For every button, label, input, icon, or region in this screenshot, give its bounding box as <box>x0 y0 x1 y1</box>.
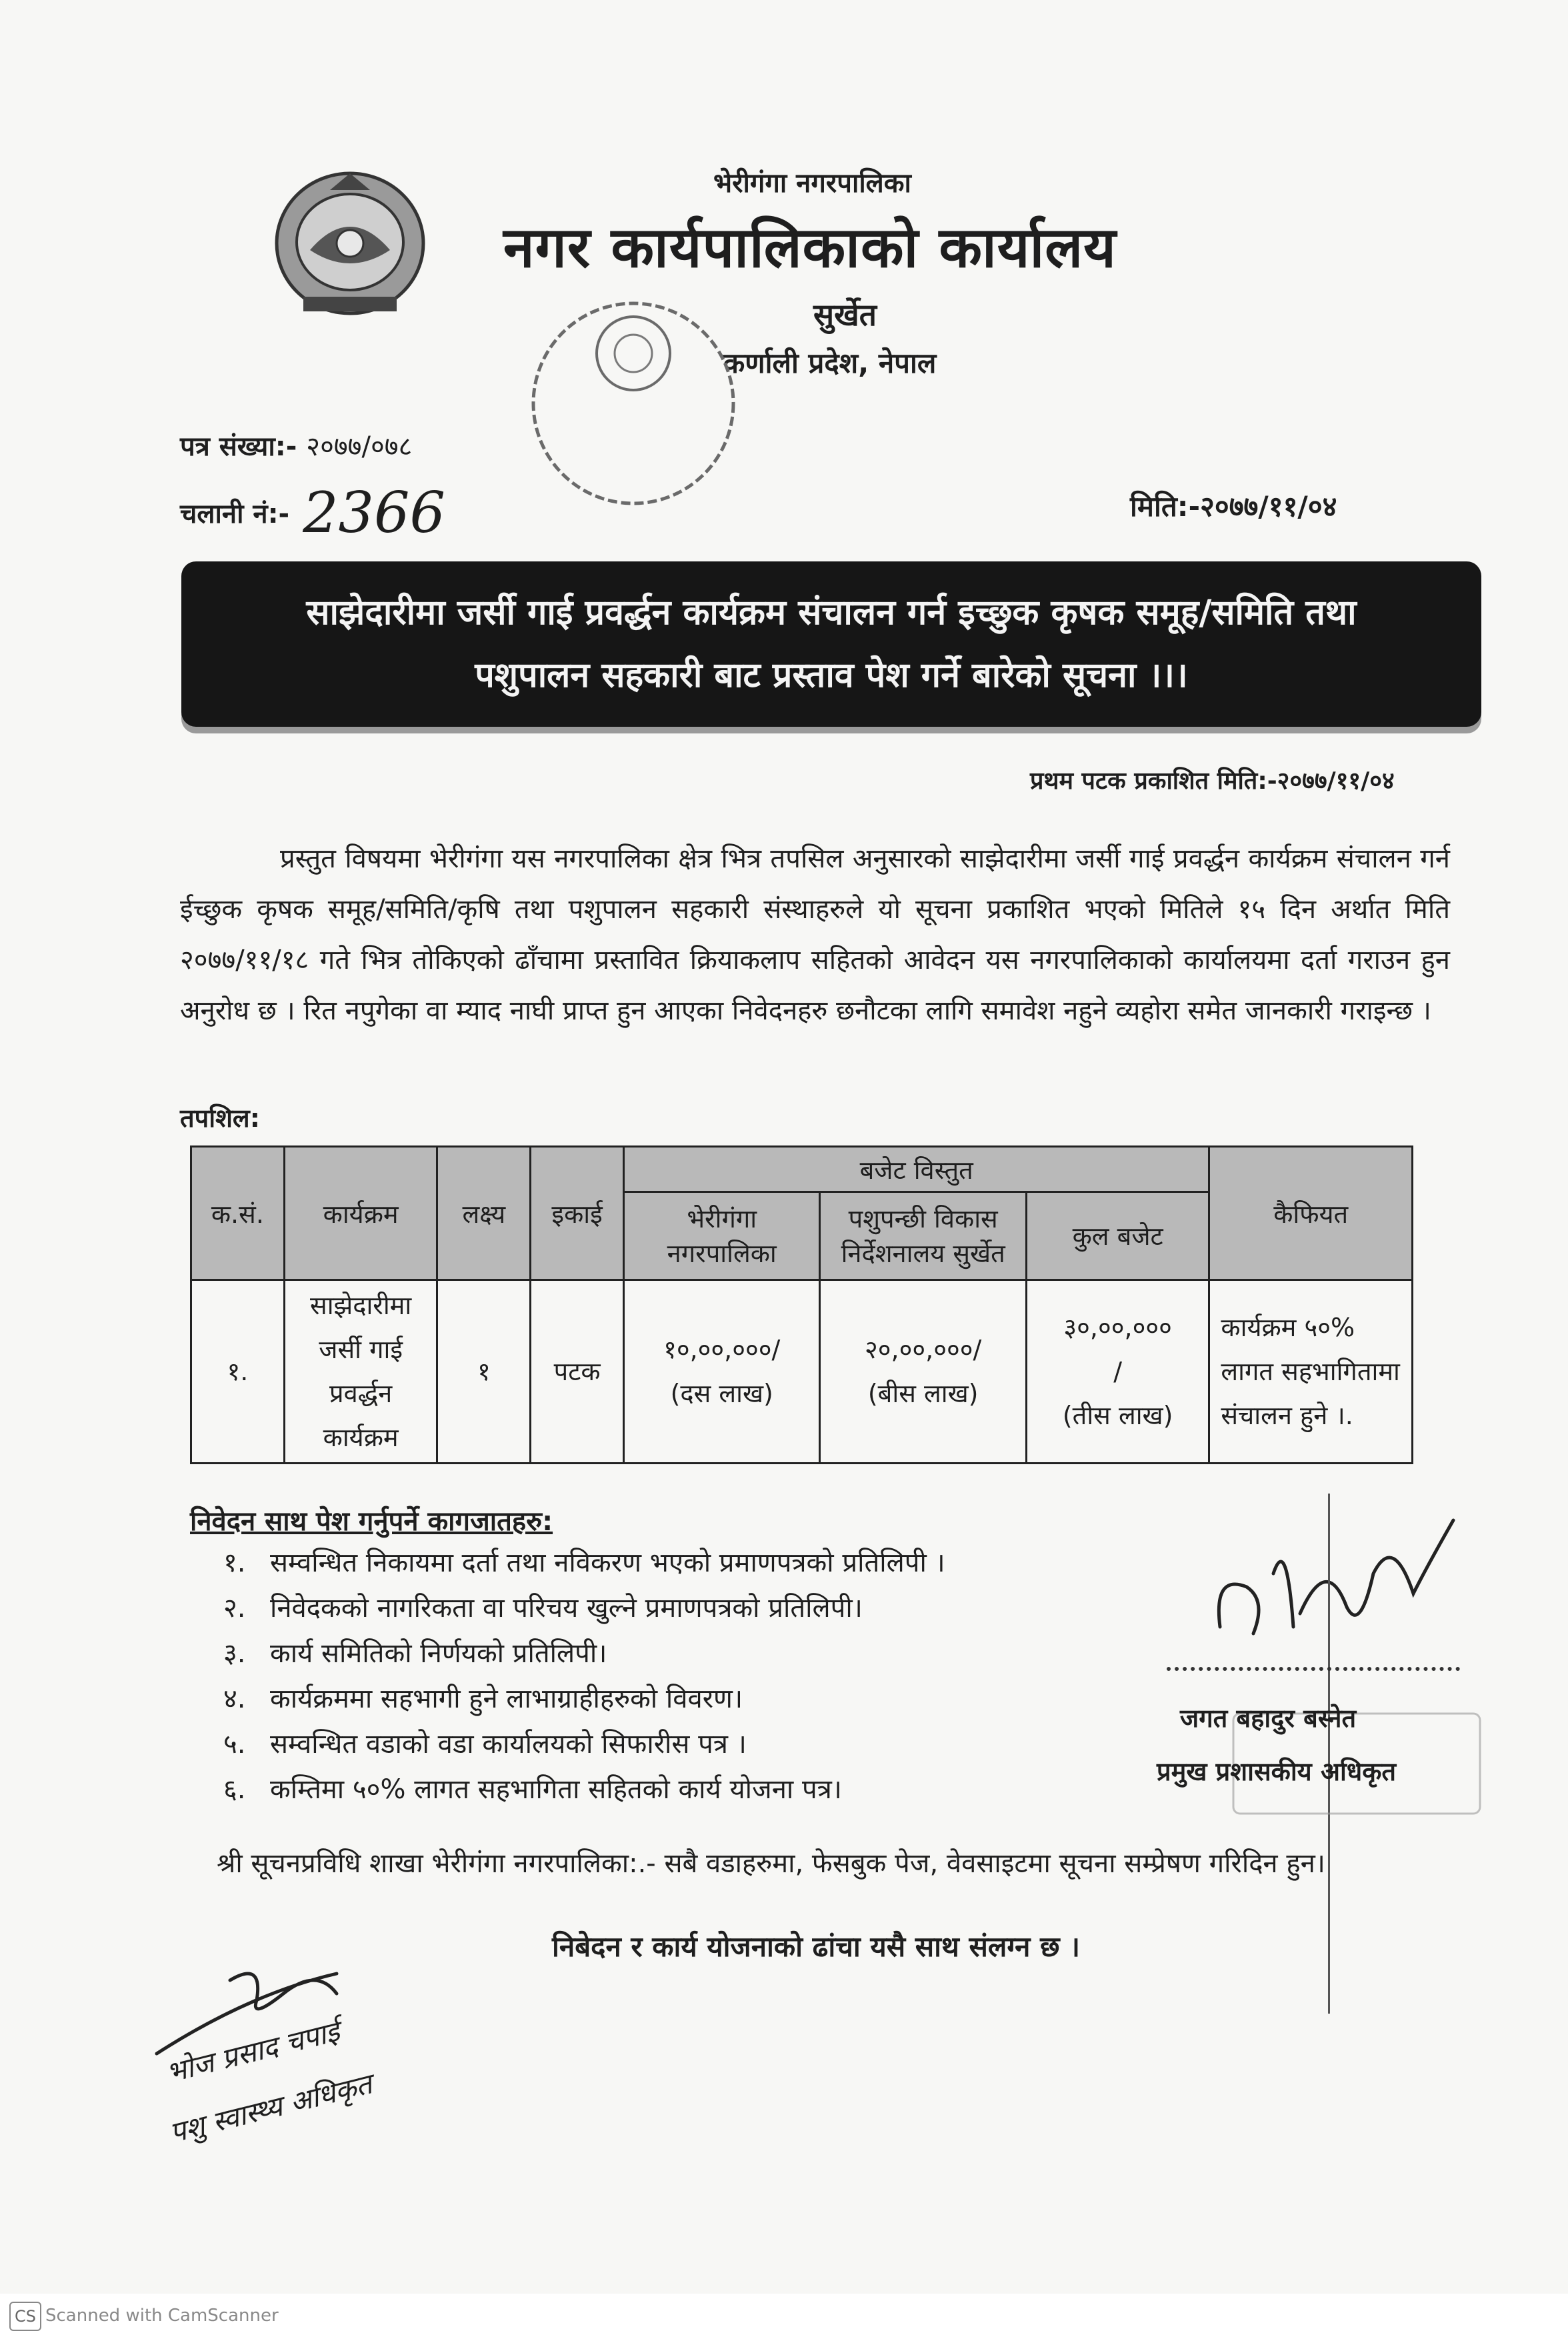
list-item-number: २. <box>223 1593 246 1624</box>
header-remarks: कैफियत <box>1209 1147 1413 1280</box>
cell-total <box>1026 1280 1209 1464</box>
office-stamp-icon <box>513 287 767 540</box>
bheriganga-amount: १०,००,०००/ <box>663 1335 781 1364</box>
cell-bheriganga <box>623 1280 820 1464</box>
cell-remarks: कार्यक्रम ५०% लागत सहभागितामा संचालन हुने ।. <box>1209 1280 1413 1464</box>
list-item-number: ३. <box>223 1638 246 1669</box>
schedule-label: तपशिल: <box>180 1103 260 1133</box>
handwritten-name: भोज प्रसाद चपाई <box>163 2014 343 2090</box>
header-budget-group: बजेट विस्तुत <box>623 1147 1209 1192</box>
notice-title-banner <box>181 561 1481 727</box>
list-item-text: कम्तिमा ५०% लागत सहभागिता सहितको कार्य योजना पत्र। <box>270 1774 842 1805</box>
letter-number-label: पत्र संख्या:- <box>180 431 297 462</box>
header-unit: इकाई <box>531 1147 624 1280</box>
list-item <box>223 1676 945 1722</box>
signatory-name: जगत बहादुर बस्नेत <box>1180 1704 1357 1733</box>
signature-dotted-line <box>1167 1667 1460 1671</box>
municipality-name: भेरीगंगा नगरपालिका <box>713 168 911 199</box>
attachment-note: निबेदन र कार्य योजनाको ढांचा यसै साथ संलग्न छ । <box>552 1930 1081 1963</box>
list-item <box>223 1631 945 1676</box>
cell-unit: पटक <box>531 1280 624 1464</box>
first-published-date: प्रथम पटक प्रकाशित मिति:-२०७७/११/०४ <box>1030 767 1395 795</box>
camscanner-text: Scanned with CamScanner <box>45 2306 279 2326</box>
list-item-number: १. <box>223 1548 246 1578</box>
total-amount: ३०,००,००० <box>1063 1313 1172 1342</box>
list-item-number: ६. <box>223 1774 246 1805</box>
dispatch-number <box>180 480 445 545</box>
cell-target: १ <box>437 1280 531 1464</box>
header-total: कुल बजेट <box>1026 1192 1209 1280</box>
header-program: कार्यक्रम <box>284 1147 437 1280</box>
documents-title: निवेदन साथ पेश गर्नुपर्ने कागजातहरु: <box>190 1506 553 1537</box>
header-bheriganga: भेरीगंगा नगरपालिका <box>623 1192 820 1280</box>
list-item-number: ४. <box>223 1684 246 1714</box>
office-title: नगर कार्यपालिकाको कार्यालय <box>503 215 1117 280</box>
cell-program: साझेदारीमा जर्सी गाई प्रवर्द्धन कार्यक्रम <box>284 1280 437 1464</box>
total-words: (तीस लाख) <box>1062 1401 1173 1430</box>
province-name: कर्णाली प्रदेश, नेपाल <box>723 347 937 379</box>
list-item-text: सम्वन्धित वडाको वडा कार्यालयको सिफारीस पत्र । <box>270 1729 747 1760</box>
list-item-text: कार्य समितिको निर्णयको प्रतिलिपी। <box>270 1638 607 1669</box>
list-item <box>223 1586 945 1631</box>
livestock-words: (बीस लाख) <box>867 1379 979 1408</box>
handwritten-title: पशु स्वास्थ्य अधिकृत <box>166 2067 375 2150</box>
header-livestock: पशुपन्छी विकास निर्देशनालय सुर्खेत <box>820 1192 1026 1280</box>
dispatch-number-value: 2366 <box>303 480 445 545</box>
list-item <box>223 1767 945 1812</box>
nepal-emblem-icon <box>263 163 437 323</box>
total-slash: / <box>1113 1357 1123 1386</box>
dispatch-number-label: चलानी नं:- <box>180 499 290 529</box>
signature-icon <box>1193 1494 1473 1667</box>
documents-list <box>223 1540 945 1812</box>
notice-title-line-2: पशुपालन सहकारी बाट प्रस्ताव पेश गर्ने बारेको सूचना ।।। <box>475 655 1188 695</box>
letter-number-value: २०७७/०७८ <box>306 431 413 462</box>
district-name: सुर्खेत <box>813 297 877 333</box>
list-item <box>223 1722 945 1767</box>
livestock-amount: २०,००,०००/ <box>865 1335 982 1364</box>
list-item <box>223 1540 945 1586</box>
program-table <box>190 1145 1413 1464</box>
letter-date: मिति:-२०७७/११/०४ <box>1130 490 1337 523</box>
camscanner-logo-icon: CS <box>9 2302 41 2331</box>
notice-title-line-1: साझेदारीमा जर्सी गाई प्रवर्द्धन कार्यक्रम संचालन गर्न इच्छुक कृषक समूह/समिति तथा <box>306 593 1357 633</box>
it-section-note: श्री सूचनप्रविधि शाखा भेरीगंगा नगरपालिका:.- सबै वडाहरुमा, फेसबुक पेज, वेवसाइटमा सूचना सम्प्रेषण गरिदिन हुन। <box>217 1848 1325 1879</box>
table-header-row <box>191 1147 1413 1192</box>
bheriganga-words: (दस लाख) <box>670 1379 773 1408</box>
table-row <box>191 1280 1413 1464</box>
list-item-text: सम्वन्धित निकायमा दर्ता तथा नविकरण भएको प्रमाणपत्रको प्रतिलिपी । <box>270 1548 945 1578</box>
header-sn: क.सं. <box>191 1147 285 1280</box>
signatory-title: प्रमुख प्रशासकीय अधिकृत <box>1157 1757 1397 1786</box>
header-target: लक्ष्य <box>437 1147 531 1280</box>
cell-livestock <box>820 1280 1026 1464</box>
list-item-text: कार्यक्रममा सहभागी हुने लाभाग्राहीहरुको विवरण। <box>270 1684 743 1714</box>
list-item-text: निवेदकको नागरिकता वा परिचय खुल्ने प्रमाणपत्रको प्रतिलिपी। <box>270 1593 863 1624</box>
list-item-number: ५. <box>223 1729 246 1760</box>
letter-number <box>180 427 412 463</box>
cell-sn: १. <box>191 1280 285 1464</box>
notice-body: प्रस्तुत विषयमा भेरीगंगा यस नगरपालिका क्षेत्र भित्र तपसिल अनुसारको साझेदारीमा जर्सी गाई प्रवर्द्धन कार्यक्रम संचालन गर्न ईच्छुक कृषक समूह/समिति/कृषि तथा पशुपालन सहकारी संस्थाहरुले यो सूचना प्रकाशित भएको मितिले १५ दिन अर्थात मिति २०७७/११/१८ गते भित्र तोकिएको ढाँचामा प्रस्तावित क्रियाकलाप सहितको आवेदन यस नगरपालिकाको कार्यालयमा दर्ता गराउन हुन अनुरोध छ । रित नपुगेका वा म्याद नाघी प्राप्त हुन आएका निवेदनहरु छनौटका लागि समावेश नहुने व्यहोरा समेत जानकारी गराइन्छ । <box>180 843 1450 1026</box>
